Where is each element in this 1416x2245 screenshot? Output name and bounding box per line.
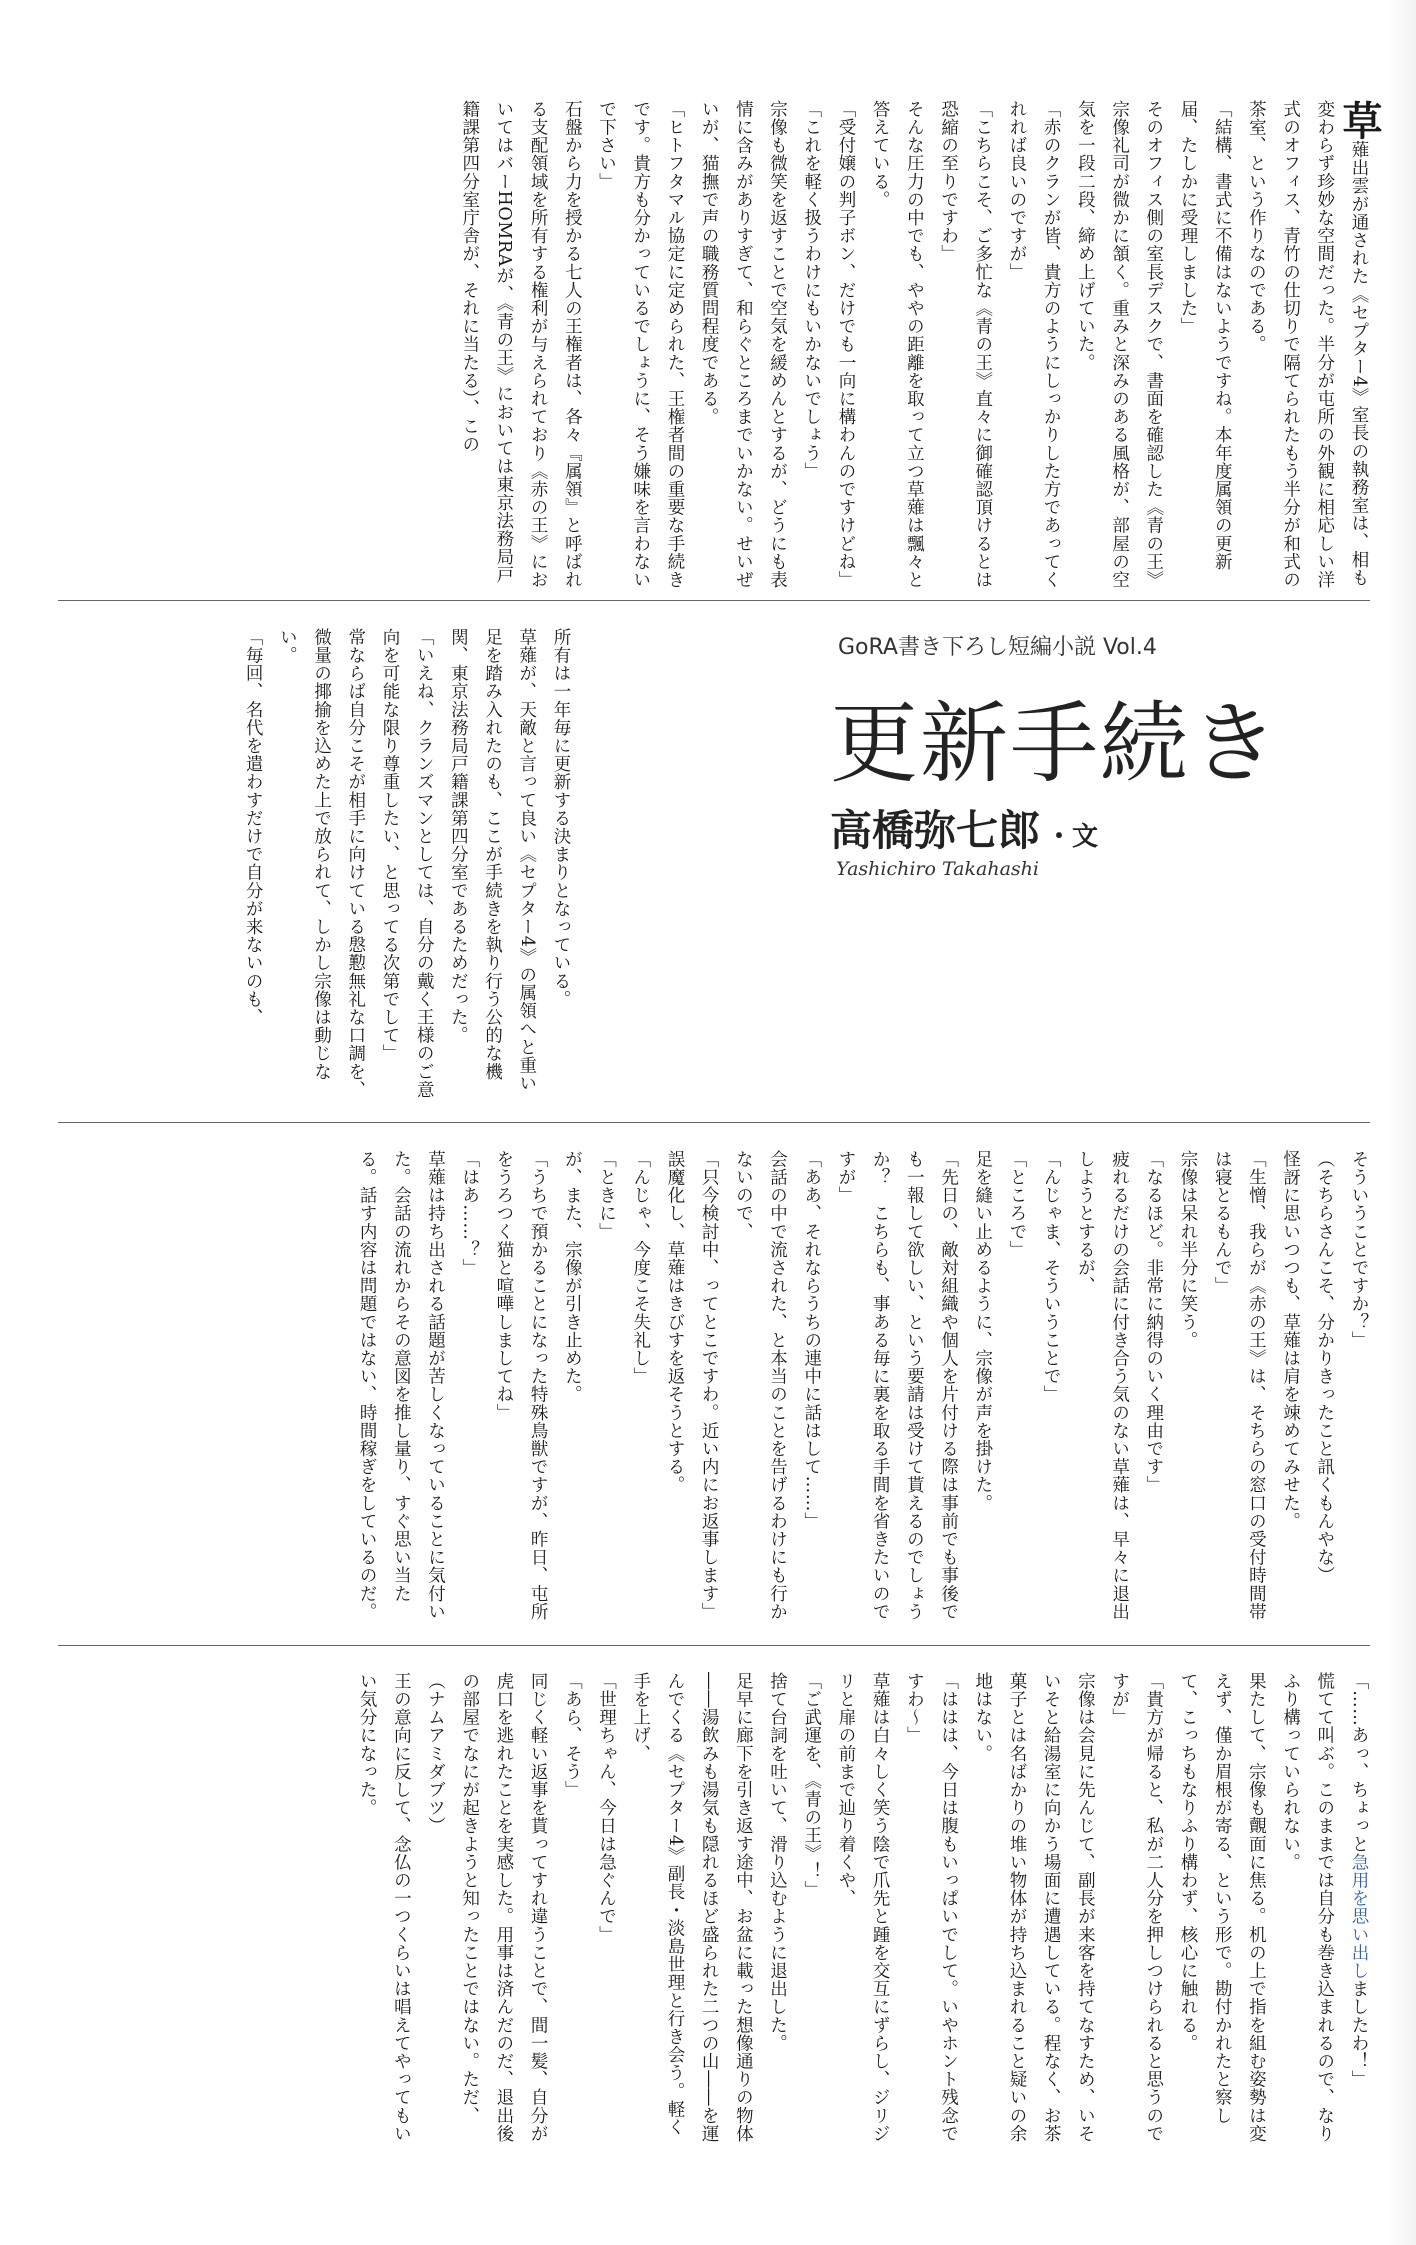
story-paragraph: 会話の中で流された、と本当のことを告げるわけにも行かないので、: [733, 1150, 788, 1621]
story-paragraph: 慌てて叫ぶ。このままでは自分も巻き込まれるので、なりふり構っていられない。: [1280, 1672, 1335, 2143]
story-paragraph: 「赤のクランが皆、貴方のようにしっかりした方であってくれれば良いのですが」: [1006, 100, 1062, 589]
story-paragraph: 捨て台詞を吐いて、滑り込むように退出した。: [767, 1672, 788, 2053]
story-paragraph: 「先日の、敵対組織や個人を片付ける際は事前でも事後でも一報して欲しい、という要請は受けて貰えるのでしょうか？ こちらも、事ある毎に裏を取る手間を省きたいのですが」: [835, 1150, 959, 1621]
story-title: 更新手続き: [830, 692, 1281, 795]
story-paragraph: そんな圧力の中でも、ややの距離を取って立つ草薙は飄々と答えている。: [870, 100, 925, 589]
story-paragraph: 誤魔化し、草薙はきびすを返そうとする。: [664, 1150, 685, 1494]
story-paragraph: 王の意向に反して、念仏の一つくらいは唱えてやってもいい気分になった。: [357, 1672, 412, 2143]
story-paragraph: 「生憎、我らが《赤の王》は、そちらの窓口の受付時間帯は寝とるもんで」: [1212, 1150, 1267, 1621]
story-paragraph: 所有は一年毎に更新する決まりとなっている。: [551, 628, 571, 1009]
story-paragraph: 「なるほど。非常に納得のいく理由です」: [1143, 1150, 1164, 1494]
story-paragraph: 宗像は呆れ半分に笑う。: [1177, 1150, 1198, 1350]
story-paragraph: 同じく軽い返事を貰ってすれ違うことで、間一髪、自分が虎口を逃れたことを実感した。用事は済んだのだ、退出後の部屋でなにが起きようと知ったことではない。ただ、: [459, 1672, 549, 2143]
story-paragraph: 「ときに」: [596, 1150, 617, 1241]
story-paragraph: 「ははは、今日は腹もいっぱいでして。いやホント残念ですわ〜」: [904, 1672, 959, 2143]
story-paragraph: 「……あっ、ちょっと急用を思い出しましたわ！」: [1349, 1672, 1369, 2089]
story-paragraph: 「はあ……？」: [459, 1150, 480, 1277]
story-paragraph: 疲れるだけの会話に付き合う気のない草薙は、早々に退出しようとするが、: [1075, 1150, 1130, 1621]
story-paragraph: 「ご武運を、《青の王》！」: [801, 1672, 822, 1899]
story-paragraph: 「毎回、名代を遣わすだけで自分が来ないのも、: [243, 628, 264, 1027]
author-romaji: Yashichiro Takahashi: [836, 858, 1039, 880]
story-paragraph: 「ところで」: [1006, 1150, 1027, 1259]
story-paragraph: 石盤から力を授かる七人の王権者は、各々『属領』と呼ばれる支配領域を所有する権利が与えられており《赤の王》においてはバーHOMRAが、《青の王》においては東京法務局戸籍課第四分室庁舎が、それに当たる）、この: [459, 100, 583, 589]
story-paragraph: 「こちらこそ、ご多忙な《青の王》直々に御確認頂けるとは恐縮の至りですわ」: [938, 100, 993, 589]
story-paragraph: そのオフィス側の室長デスクで、書面を確認した《青の王》宗像礼司が微かに頷く。重みと深みのある風格が、部屋の空気を一段二段、締め上げていた。: [1075, 100, 1164, 589]
story-paragraph: 果たして、宗像も覿面に焦る。机の上で指を組む姿勢は変えず、僅か眉根が寄る、という形で。勘付かれたと察して、こっちもなりふり構わず、核心に触れる。: [1177, 1672, 1267, 2143]
story-paragraph: 「あら、そう」: [562, 1672, 583, 1799]
story-paragraph: 草薙が、天敵と言って良い《セプター4》の属領へと重い足を踏み入れたのも、ここが手続きを執り行う公的な機関、東京法務局戸籍課第四分室であるためだった。: [448, 628, 537, 1093]
story-band-2: [58, 628, 578, 1106]
story-paragraph: 「んじゃま、そういうことで」: [1041, 1150, 1062, 1404]
story-paragraph: 「ヒトフタマル協定に定められた、王権者間の重要な手続きです。貴方も分かっているでしょうに、そう嫌味を言わないで下さい」: [596, 100, 685, 589]
story-paragraph: 草薙は持ち出される話題が苦しくなっていることに気付いた。会話の流れからその意図を推し量り、すぐ思い当たる。話す内容は問題ではない、時間稼ぎをしているのだ。: [357, 1150, 446, 1621]
story-band-3: [58, 1150, 1376, 1628]
story-paragraph: 「これを軽く扱うわけにもいかないでしょう」: [801, 100, 822, 481]
story-paragraph: が、また、宗像が引き止めた。: [562, 1150, 583, 1404]
story-paragraph: （そちらさんこそ、分かりきったこと訊くもんやな）: [1314, 1150, 1335, 1585]
story-paragraph: 草薙出雲が通された《セプター4》室長の執務室は、相も変わらず珍妙な空間だった。半分が屯所の外観に相応しい洋式のオフィス、青竹の仕切りで隔てられたもう半分が和式の茶室、という作りなのである。: [1246, 100, 1382, 589]
story-paragraph: 「結構、書式に不備はないようですね。本年度属領の更新届、たしかに受理しました」: [1177, 100, 1233, 571]
story-paragraph: そういうことですか？」: [1349, 1150, 1369, 1350]
author-suffix: ・文: [1046, 822, 1099, 852]
page-edge-shadow: [1386, 0, 1416, 2245]
story-paragraph: （ナムアミダブツ）: [425, 1672, 446, 1835]
title-block: [830, 630, 1380, 1110]
story-paragraph: 「世理ちゃん、今日は急ぐんで」: [596, 1672, 617, 1944]
author-line: [830, 798, 1098, 858]
story-paragraph: 足を縫い止めるように、宗像が声を掛けた。: [972, 1150, 993, 1512]
story-band-4: [58, 1672, 1376, 2150]
section-divider: [58, 1645, 1370, 1646]
story-paragraph: 宗像も微笑を返すことで空気を緩めんとするが、どうにも表情に含みがありすぎて、和らぐところまでいかない。せいぜいが、猫撫で声の職務質問程度である。: [699, 100, 788, 589]
story-paragraph: 宗像は会見に先んじて、副長が来客を持てなすため、いそいそと給湯室に向かう場面に遭遇している。程なく、お茶菓子とは名ばかりの堆い物体が持ち込まれること疑いの余地はない。: [972, 1672, 1096, 2143]
story-paragraph: 足早に廊下を引き返す途中、お盆に載った想像通りの物体――湯飲みも湯気も隠れるほど盛られた二つの山――を運んでくる《セプター4》副長・淡島世理と行き会う。軽く手を上げ、: [630, 1672, 754, 2143]
author-name: 高橋弥七郎: [830, 806, 1041, 855]
story-paragraph: 「受付嬢の判子ボン、だけでも一向に構わんのですけどね」: [835, 100, 856, 589]
story-paragraph: 「只今検討中、ってとこですわ。近い内にお返事します」: [699, 1150, 720, 1621]
section-divider: [58, 600, 1370, 601]
story-paragraph: 怪訝に思いつつも、草薙は肩を竦めてみせた。: [1280, 1150, 1301, 1531]
story-paragraph: 草薙は白々しく笑う陰で爪先と踵を交互にずらし、ジリジリと扉の前まで辿り着くや、: [835, 1672, 891, 2143]
series-label: GoRA書き下ろし短編小説 Vol.4: [838, 635, 1157, 660]
story-paragraph: 「貴方が帰ると、私が二人分を押しつけられると思うのですが」: [1109, 1672, 1164, 2143]
story-paragraph: 「いえね、クランズマンとしては、自分の戴く王様のご意向を可能な限り尊重したい、と思ってる次第でして」: [379, 628, 435, 1099]
section-divider: [58, 1122, 1370, 1123]
drop-cap: 草: [1336, 100, 1382, 141]
story-paragraph: 「んじゃ、今度こそ失礼し」: [630, 1150, 651, 1386]
story-paragraph: 「うちで預かることになった特殊鳥獣ですが、昨日、屯所をうろつく猫と喧嘩しましてね」: [493, 1150, 549, 1621]
story-band-1: [58, 100, 1382, 600]
story-paragraph: 「ああ、それならうちの連中に話はして……」: [801, 1150, 822, 1531]
story-paragraph: 常ならば自分こそが相手に向けている慇懃無礼な口調を、微量の揶揄を込めた上で放られて、しかし宗像は動じない。: [277, 628, 366, 1099]
